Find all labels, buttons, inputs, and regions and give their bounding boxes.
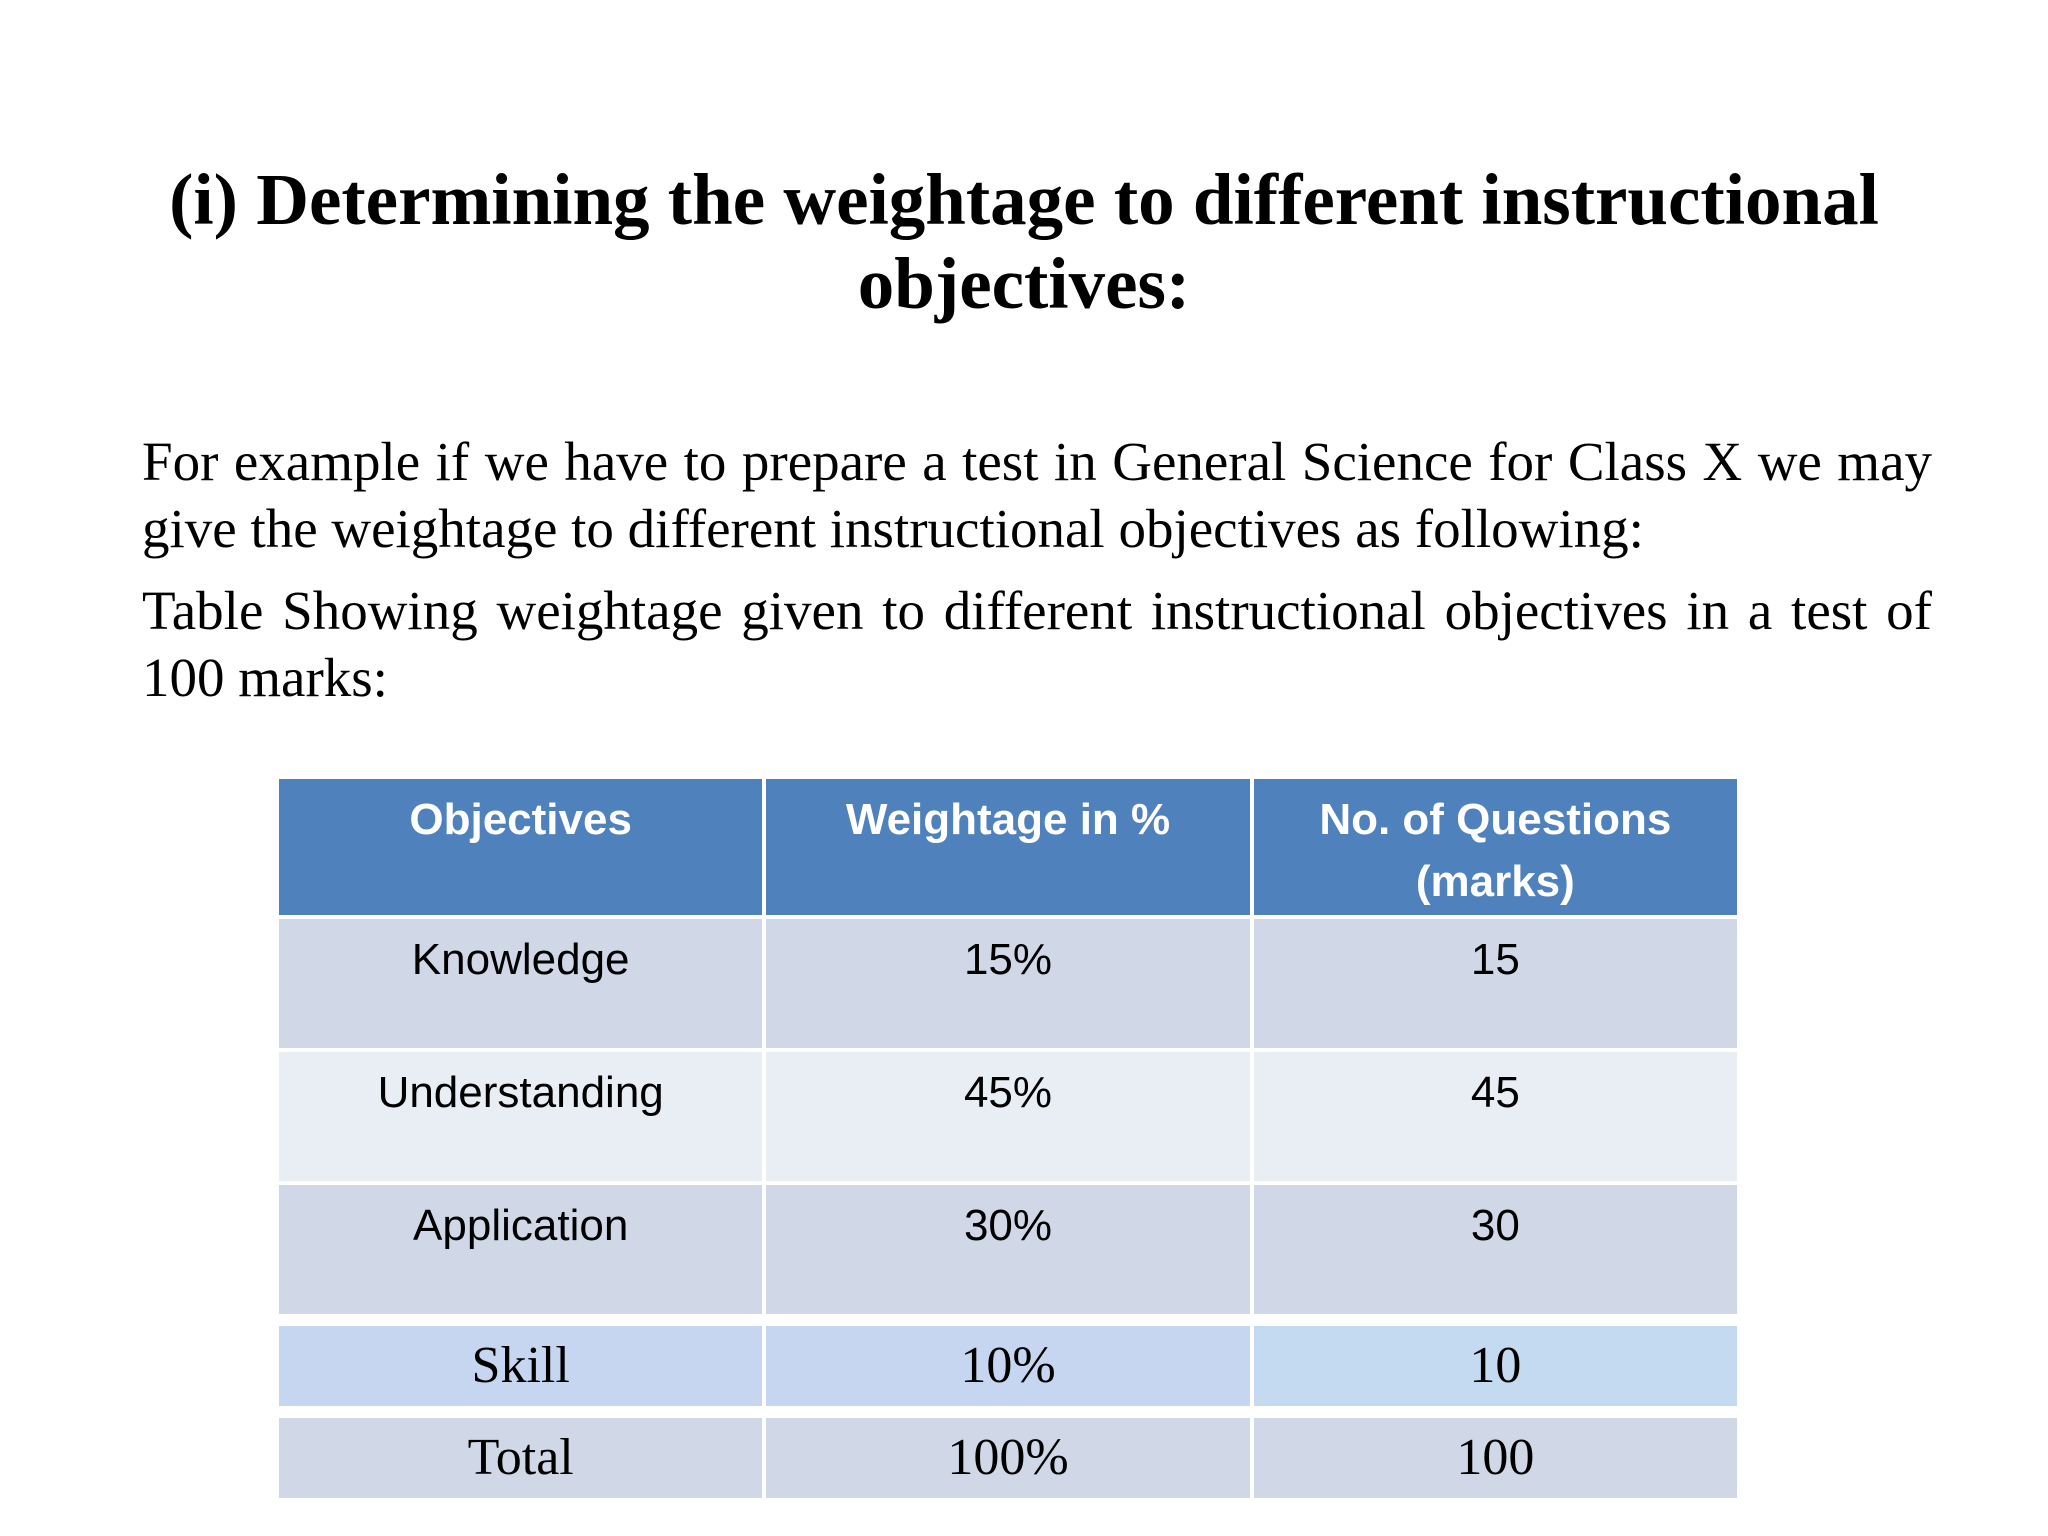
cell-marks: 15 bbox=[1254, 919, 1737, 1048]
table-row bbox=[279, 1052, 1737, 1181]
cell-marks: 10 bbox=[1254, 1326, 1737, 1406]
spacer-cell bbox=[766, 1410, 1249, 1414]
cell-weightage: 30% bbox=[766, 1185, 1249, 1314]
row-spacer bbox=[279, 1318, 1737, 1322]
header-objectives: Objectives bbox=[279, 779, 762, 915]
row-spacer bbox=[279, 1410, 1737, 1414]
cell-objective: Knowledge bbox=[279, 919, 762, 1048]
header-weightage: Weightage in % bbox=[766, 779, 1249, 915]
spacer-cell bbox=[279, 1410, 762, 1414]
spacer-cell bbox=[1254, 1318, 1737, 1322]
spacer-cell bbox=[766, 1318, 1249, 1322]
intro-paragraph: For example if we have to prepare a test in General Science for Class X we may give the weightage to different instructional objectives as following: bbox=[142, 431, 1932, 559]
slide-title: (i) Determining the weightage to different instructional objectives: bbox=[169, 159, 1879, 324]
cell-marks: 45 bbox=[1254, 1052, 1737, 1181]
cell-weightage: 100% bbox=[766, 1418, 1249, 1498]
cell-weightage: 45% bbox=[766, 1052, 1249, 1181]
cell-weightage: 10% bbox=[766, 1326, 1249, 1406]
cell-weightage: 15% bbox=[766, 919, 1249, 1048]
cell-objective: Skill bbox=[279, 1326, 762, 1406]
cell-objective: Understanding bbox=[279, 1052, 762, 1181]
cell-objective: Application bbox=[279, 1185, 762, 1314]
spacer-cell bbox=[1254, 1410, 1737, 1414]
table-header-row bbox=[279, 779, 1737, 915]
table-row bbox=[279, 919, 1737, 1048]
table-row bbox=[279, 1185, 1737, 1314]
table-total-row bbox=[279, 1418, 1737, 1498]
cell-marks: 100 bbox=[1254, 1418, 1737, 1498]
header-questions: No. of Questions (marks) bbox=[1254, 779, 1737, 915]
weightage-table bbox=[275, 775, 1741, 1502]
cell-objective: Total bbox=[279, 1418, 762, 1498]
table-caption: Table Showing weightage given to different instructional objectives in a test of 100 marks: bbox=[142, 580, 1932, 708]
cell-marks: 30 bbox=[1254, 1185, 1737, 1314]
table-row bbox=[279, 1326, 1737, 1406]
spacer-cell bbox=[279, 1318, 762, 1322]
